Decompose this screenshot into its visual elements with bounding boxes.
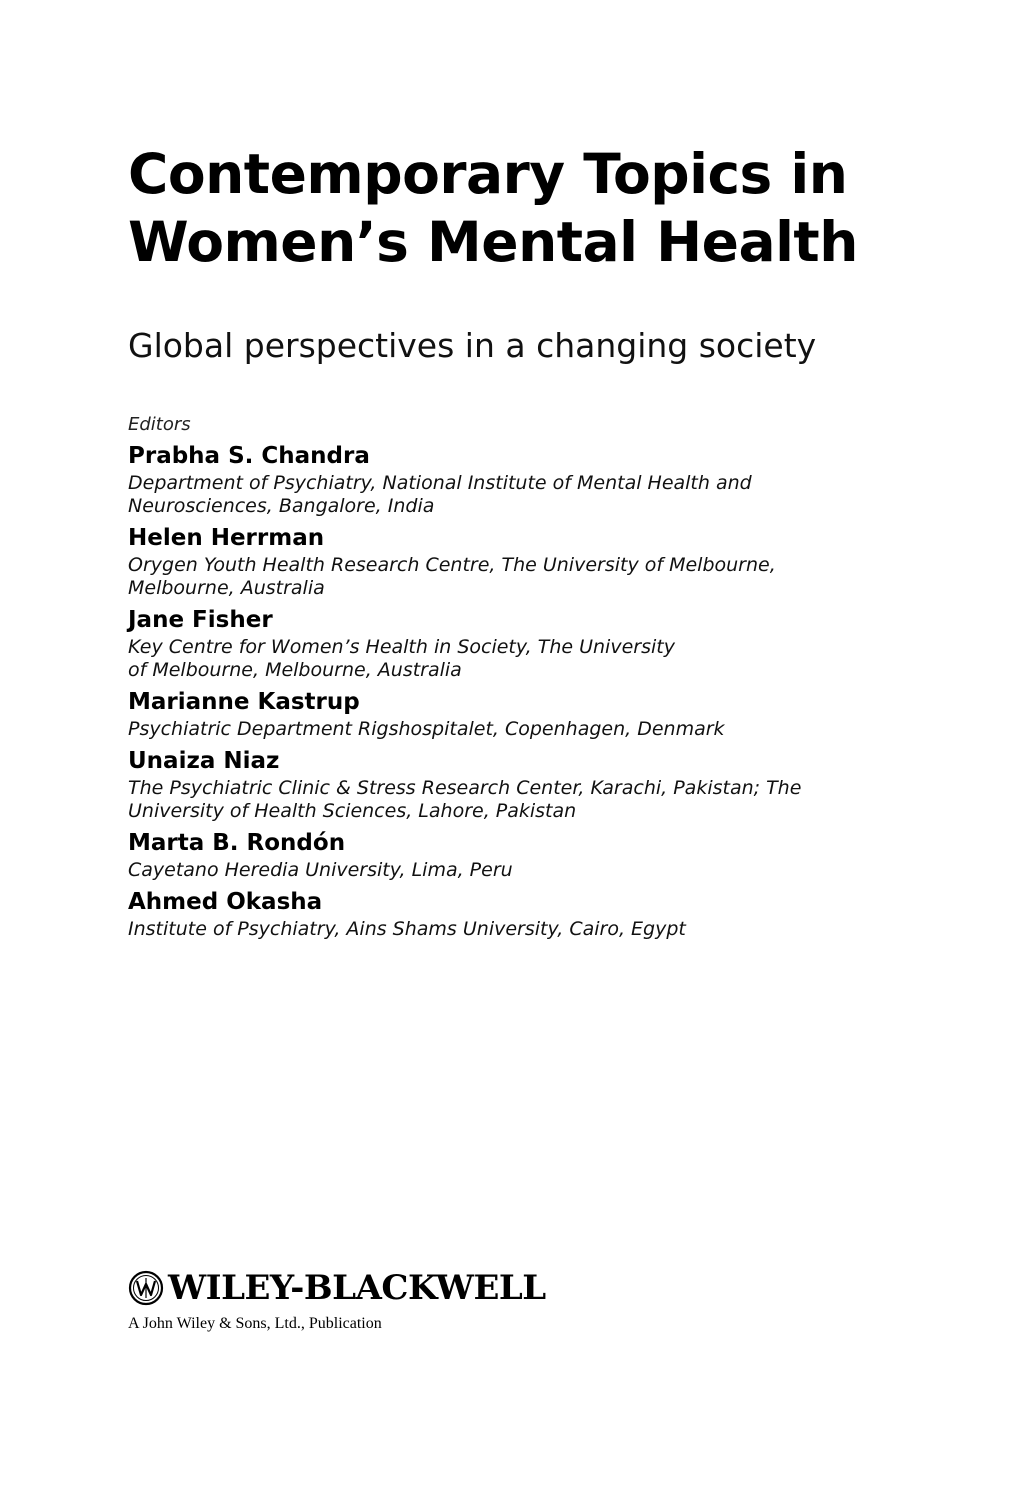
editor-affiliation: Key Centre for Women’s Health in Society, The University: [128, 636, 675, 658]
editors-section: [128, 412, 908, 945]
editor-affiliation: The Psychiatric Clinic & Stress Research Center, Karachi, Pakistan; The: [128, 777, 802, 799]
publisher-logo: [128, 1266, 546, 1310]
editor-entry: [128, 886, 908, 941]
editor-name: Helen Herrman: [128, 525, 325, 551]
publisher-name: WILEY-BLACKWELL: [168, 1268, 546, 1308]
editor-entry: [128, 604, 908, 682]
editor-affiliation: of Melbourne, Melbourne, Australia: [128, 659, 462, 681]
editor-affiliation: Institute of Psychiatry, Ains Shams University, Cairo, Egypt: [128, 918, 686, 940]
editor-name: Prabha S. Chandra: [128, 443, 370, 469]
book-title: [128, 140, 948, 276]
editor-name: Marta B. Rondón: [128, 830, 346, 856]
publisher-tagline: A John Wiley & Sons, Ltd., Publication: [128, 1315, 382, 1332]
editors-label: Editors: [128, 414, 191, 435]
editor-entry: [128, 440, 908, 518]
editor-affiliation: Orygen Youth Health Research Centre, The University of Melbourne,: [128, 554, 776, 576]
editor-affiliation: Neurosciences, Bangalore, India: [128, 495, 435, 517]
editor-entry: [128, 745, 908, 823]
book-title-line-1: Contemporary Topics in: [128, 142, 848, 206]
publisher-block: [128, 1266, 546, 1334]
editor-affiliation: Department of Psychiatry, National Institute of Mental Health and: [128, 472, 752, 494]
editor-name: Unaiza Niaz: [128, 748, 280, 774]
editor-entry: [128, 827, 908, 882]
wiley-logo-icon: [128, 1270, 164, 1306]
editor-affiliation: Psychiatric Department Rigshospitalet, Copenhagen, Denmark: [128, 718, 725, 740]
editor-affiliation: Melbourne, Australia: [128, 577, 325, 599]
book-title-line-2: Women’s Mental Health: [128, 210, 858, 274]
editor-name: Ahmed Okasha: [128, 889, 323, 915]
editor-affiliation: Cayetano Heredia University, Lima, Peru: [128, 859, 513, 881]
book-subtitle: Global perspectives in a changing society: [128, 326, 817, 365]
editor-affiliation: University of Health Sciences, Lahore, Pakistan: [128, 800, 577, 822]
editor-entry: [128, 522, 908, 600]
editor-name: Jane Fisher: [128, 607, 273, 633]
editor-entry: [128, 686, 908, 741]
editor-name: Marianne Kastrup: [128, 689, 360, 715]
